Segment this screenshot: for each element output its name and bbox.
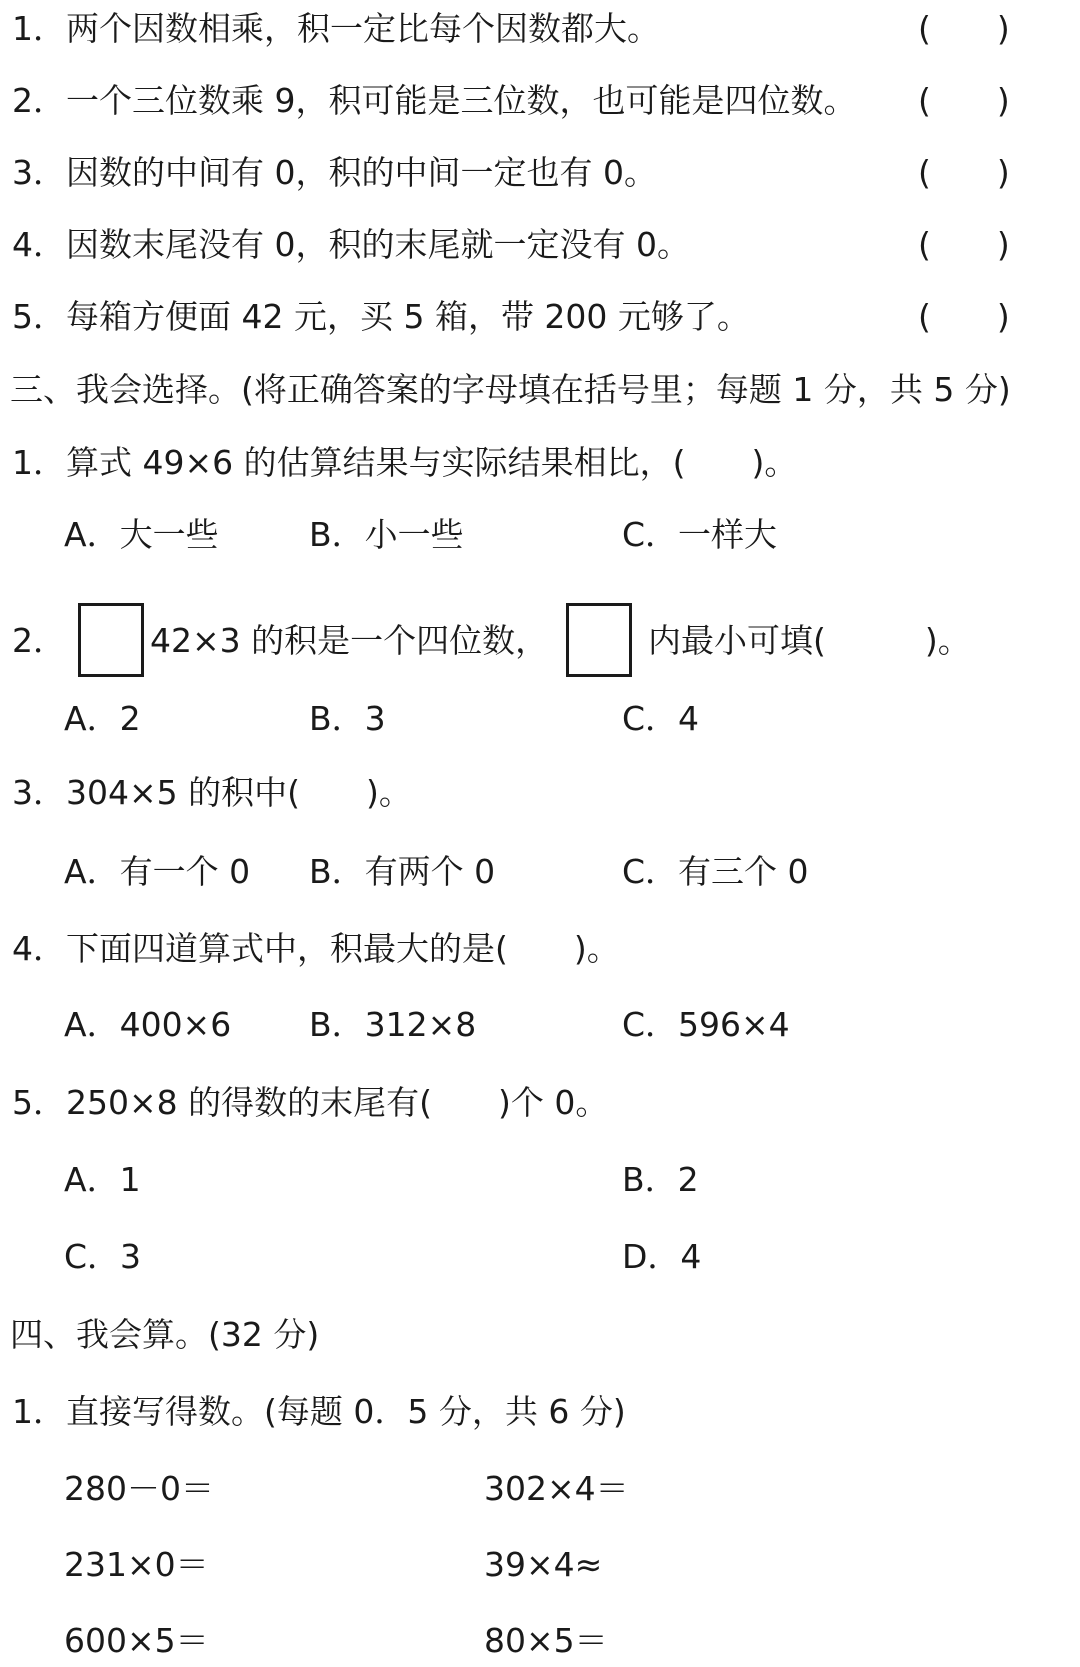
judge-item-3-answer-bracket[interactable]: ( ) bbox=[918, 153, 1010, 192]
judge-item-5 bbox=[12, 297, 750, 336]
calc-row-1-left: 280－0＝ bbox=[64, 1469, 214, 1508]
choice-q5-text: 5．250×8 的得数的末尾有( )个 0。 bbox=[12, 1083, 609, 1122]
choice-q2-mid-text: 42×3 的积是一个四位数， bbox=[150, 621, 549, 660]
judge-item-5-answer-bracket[interactable]: ( ) bbox=[918, 297, 1010, 336]
judge-item-3-text: 因数的中间有 0，积的中间一定也有 0。 bbox=[66, 153, 657, 192]
choice-q2-option-c[interactable]: C．4 bbox=[622, 699, 700, 738]
calc-row-2-left: 231×0＝ bbox=[64, 1545, 209, 1584]
choice-q2-num: 2． bbox=[12, 621, 66, 660]
choice-q4-option-b[interactable]: B．312×8 bbox=[309, 1005, 477, 1044]
judge-item-2-num: 2． bbox=[12, 81, 66, 120]
choice-q5-option-c[interactable]: C．3 bbox=[64, 1237, 142, 1276]
choice-q4-text: 4．下面四道算式中，积最大的是( )。 bbox=[12, 929, 620, 968]
judge-item-4-answer-bracket[interactable]: ( ) bbox=[918, 225, 1010, 264]
choice-q5-option-a[interactable]: A．1 bbox=[64, 1160, 141, 1199]
calc-row-1-right: 302×4＝ bbox=[484, 1469, 629, 1508]
calc-row-2-right: 39×4≈ bbox=[484, 1545, 603, 1584]
choice-q1-option-a[interactable]: A．大一些 bbox=[64, 515, 219, 554]
judge-item-1 bbox=[12, 9, 660, 48]
judge-item-4-num: 4． bbox=[12, 225, 66, 264]
choice-q3-option-c[interactable]: C．有三个 0 bbox=[622, 852, 809, 891]
choice-q1-option-c[interactable]: C．一样大 bbox=[622, 515, 778, 554]
choice-q1-text: 1．算式 49×6 的估算结果与实际结果相比，( )。 bbox=[12, 443, 798, 482]
calc-row-3-right: 80×5＝ bbox=[484, 1621, 608, 1660]
choice-section-title: 三、我会选择。(将正确答案的字母填在括号里；每题 1 分，共 5 分) bbox=[10, 370, 1011, 409]
judge-item-1-num: 1． bbox=[12, 9, 66, 48]
choice-q4-option-a[interactable]: A．400×6 bbox=[64, 1005, 232, 1044]
calc-section-title: 四、我会算。(32 分) bbox=[10, 1315, 320, 1354]
judge-item-5-text: 每箱方便面 42 元，买 5 箱，带 200 元够了。 bbox=[66, 297, 750, 336]
judge-item-4-text: 因数末尾没有 0，积的末尾就一定没有 0。 bbox=[66, 225, 690, 264]
calc-row-3-left: 600×5＝ bbox=[64, 1621, 209, 1660]
choice-q4-option-c[interactable]: C．596×4 bbox=[622, 1005, 790, 1044]
choice-q2-option-b[interactable]: B．3 bbox=[309, 699, 386, 738]
judge-item-1-text: 两个因数相乘，积一定比每个因数都大。 bbox=[66, 9, 660, 48]
choice-q3-option-b[interactable]: B．有两个 0 bbox=[309, 852, 496, 891]
choice-q2-option-a[interactable]: A．2 bbox=[64, 699, 141, 738]
judge-item-2-text: 一个三位数乘 9，积可能是三位数，也可能是四位数。 bbox=[66, 81, 857, 120]
choice-q5-option-b[interactable]: B．2 bbox=[622, 1160, 699, 1199]
choice-q2-blank-box-2[interactable] bbox=[566, 603, 632, 677]
judge-item-1-answer-bracket[interactable]: ( ) bbox=[918, 9, 1010, 48]
choice-q5-option-d[interactable]: D．4 bbox=[622, 1237, 702, 1276]
judge-item-5-num: 5． bbox=[12, 297, 66, 336]
choice-q3-text: 3．304×5 的积中( )。 bbox=[12, 773, 412, 812]
choice-q2-blank-box-1[interactable] bbox=[78, 603, 144, 677]
calc-subsection-title: 1．直接写得数。(每题 0．5 分，共 6 分) bbox=[12, 1392, 626, 1431]
judge-item-2-answer-bracket[interactable]: ( ) bbox=[918, 81, 1010, 120]
judge-item-4 bbox=[12, 225, 690, 264]
judge-item-3 bbox=[12, 153, 657, 192]
judge-item-3-num: 3． bbox=[12, 153, 66, 192]
choice-q2-tail-text: 内最小可填( )。 bbox=[648, 621, 971, 660]
choice-q1-option-b[interactable]: B．小一些 bbox=[309, 515, 464, 554]
judge-item-2 bbox=[12, 81, 857, 120]
choice-q3-option-a[interactable]: A．有一个 0 bbox=[64, 852, 251, 891]
